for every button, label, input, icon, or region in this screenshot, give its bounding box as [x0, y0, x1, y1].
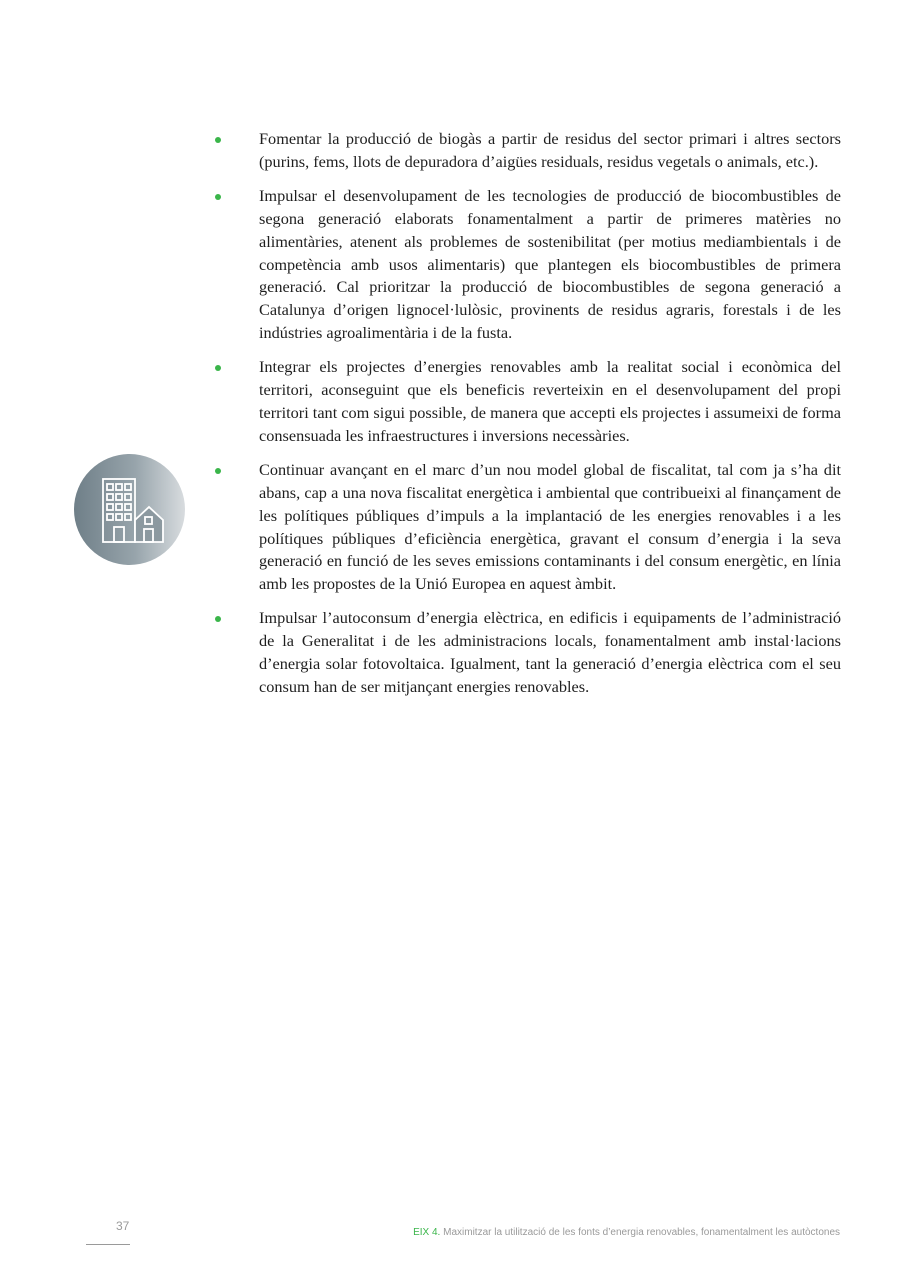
main-content [259, 128, 841, 710]
bullet-dot-icon [215, 616, 221, 622]
bullet-dot-icon [215, 468, 221, 474]
list-item-text: Impulsar l’autoconsum d’energia elèctrica, en edificis i equipaments de l’administració de la Generalitat i de les administracions locals, fonamentalment amb instal·lacions d’energia solar fotovoltaica. Igualment, tant la generació d’energia elèctrica com el seu consum han de ser mitjançant energies renovables. [259, 608, 841, 696]
list-item [259, 356, 841, 448]
list-item [259, 185, 841, 345]
list-item [259, 128, 841, 174]
list-item-text: Integrar els projectes d’energies renovables amb la realitat social i econòmica del territori, aconseguint que els beneficis reverteixin en el desenvolupament del propi territori tant com sigui possible, de manera que accepti els projectes i assumeixi de forma consensuada les infraestructures i inversions necessàries. [259, 357, 841, 445]
page-number: 37 [116, 1219, 130, 1233]
running-footer [413, 1227, 840, 1238]
footer-section-label: EIX 4. [413, 1227, 441, 1238]
buildings-icon [74, 454, 185, 565]
bullet-dot-icon [215, 194, 221, 200]
list-item-text: Impulsar el desenvolupament de les tecnologies de producció de biocombustibles de segona generació elaborats fonamentalment a partir de primeres matèries no alimentàries, atenent als problemes de sostenibilitat (per motius mediambientals i de competència amb usos alimentaris) que plantegen els biocombustibles de primera generació. Cal prioritzar la producció de biocombustibles de segona generació a Catalunya d’origen lignocel·lulòsic, provinents de residus agraris, forestals i de les indústries agroalimentària i de la fusta. [259, 185, 841, 343]
bullet-dot-icon [215, 365, 221, 371]
footer-section-title: Maximitzar la utilització de les fonts d’energia renovables, fonamentalment les autòctones [443, 1227, 840, 1238]
list-item [259, 607, 841, 699]
list-item [259, 459, 841, 596]
page-number-rule [86, 1244, 130, 1245]
bullet-list [259, 128, 841, 699]
bullet-dot-icon [215, 137, 221, 143]
list-item-text: Continuar avançant en el marc d’un nou model global de fiscalitat, tal com ja s’ha dit abans, cap a una nova fiscalitat energètica i ambiental que contribueixi al finançament de les polítiques públiques d’impuls a la implantació de les energies renovables i a les polítiques públiques d’eficiència energètica, gravant el consum d’energia i la seva generació en funció de les seves emissions contaminants i del consum energètic, en línia amb les propostes de la Unió Europea en aquest àmbit. [259, 459, 841, 594]
list-item-text: Fomentar la producció de biogàs a partir de residus del sector primari i altres sectors (purins, fems, llots de depuradora d’aigües residuals, residus vegetals o animals, etc.). [259, 129, 841, 171]
